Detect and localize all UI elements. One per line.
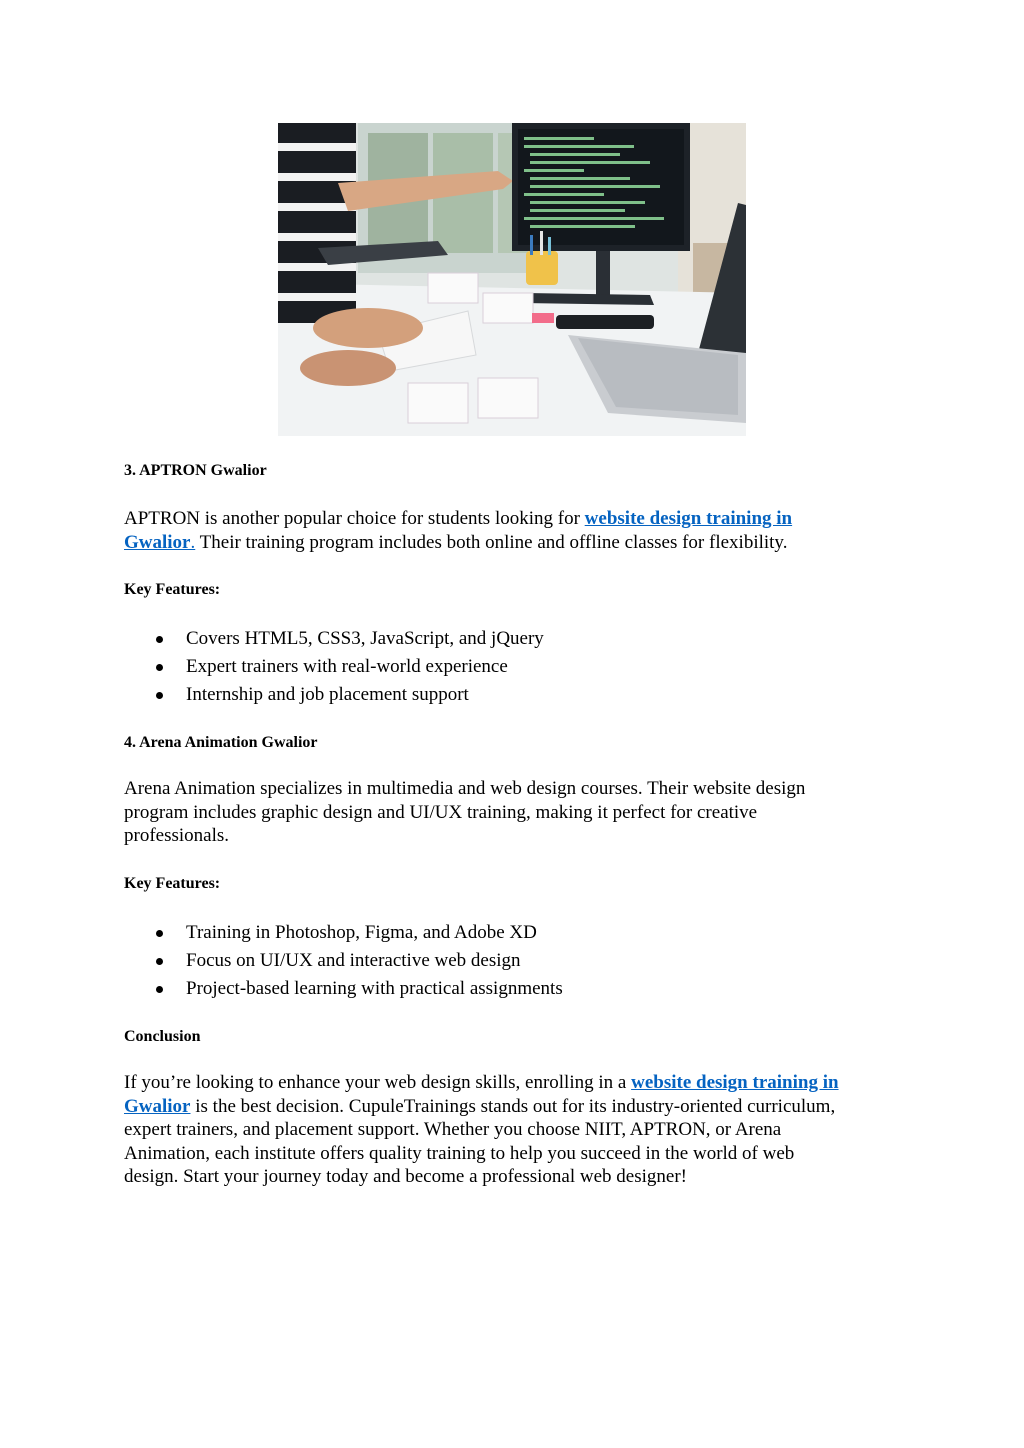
bullet-icon [156,692,163,699]
website-design-training-link-continued[interactable]: Gwalior [124,531,191,553]
text-span: professionals. [124,825,230,846]
conclusion-heading: Conclusion [124,1028,201,1045]
text-span: APTRON is another popular choice for students looking for [124,508,585,529]
photo-illustration [278,123,746,436]
link-period[interactable]: . [190,531,196,553]
aptron-paragraph-text [124,507,914,554]
bullet-icon [156,664,163,671]
text-span: Their training program includes both online and offline classes for flexibility. [195,531,788,553]
section-heading: 4. Arena Animation Gwalior [124,734,318,751]
section-aptron [124,461,914,481]
list-item-text: Expert trainers with real-world experience [186,656,508,677]
text-span: design. Start your journey today and become a professional web designer! [124,1166,687,1187]
list-item [124,625,914,653]
text-span: expert trainers, and placement support. Whether you choose NIIT, APTRON, or Arena [124,1119,782,1140]
list-item [124,653,914,681]
website-design-training-link-continued[interactable]: Gwalior [124,1095,191,1117]
arena-features-list [124,919,914,1003]
key-features-label: Key Features: [124,581,221,598]
text-span: is the best decision. CupuleTrainings stands out for its industry-oriented curriculum, [190,1095,836,1117]
text-span: program includes graphic design and UI/UX training, making it perfect for creative [124,801,758,823]
bullet-icon [156,958,163,965]
text-span: Arena Animation specializes in multimedia and web design courses. Their website design [124,778,806,799]
website-design-training-link[interactable]: website design training in [584,508,793,529]
conclusion-paragraph-text [124,1071,914,1189]
key-features-label: Key Features: [124,875,221,892]
arena-paragraph [124,777,914,848]
list-item-text: Training in Photoshop, Figma, and Adobe XD [186,922,537,943]
bullet-icon [156,636,163,643]
bullet-icon [156,930,163,937]
key-features-label-block [124,580,914,600]
list-item [124,975,914,1003]
website-design-training-link[interactable]: website design training in [631,1072,839,1093]
list-item-text: Internship and job placement support [186,684,469,705]
hero-photo [278,123,746,436]
text-span: If you’re looking to enhance your web design skills, enrolling in a [124,1072,632,1093]
list-item-text: Project-based learning with practical assignments [186,978,563,999]
section-heading: 3. APTRON Gwalior [124,462,267,479]
list-item [124,919,914,947]
bullet-icon [156,986,163,993]
text-span: Animation, each institute offers quality training to help you succeed in the world of web [124,1142,795,1164]
list-item-text: Focus on UI/UX and interactive web design [186,950,521,971]
conclusion-section [124,1027,914,1047]
conclusion-paragraph [124,1071,914,1189]
key-features-label-block [124,874,914,894]
aptron-paragraph [124,507,914,554]
list-item-text: Covers HTML5, CSS3, JavaScript, and jQuery [186,628,544,649]
aptron-features-list [124,625,914,709]
list-item [124,947,914,975]
list-item [124,681,914,709]
arena-paragraph-text [124,777,914,848]
section-arena [124,733,914,753]
